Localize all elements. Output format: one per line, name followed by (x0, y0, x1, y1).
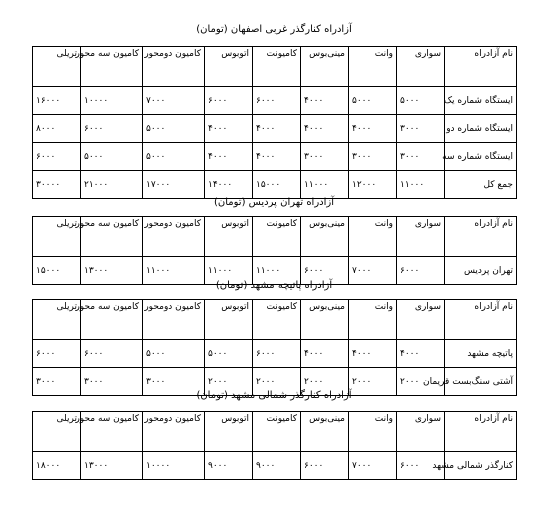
table-header-row (33, 217, 517, 257)
table-row (33, 87, 517, 115)
column-header: کامیونت (253, 217, 301, 257)
column-header: نام آزادراه (445, 217, 517, 257)
table-row (33, 171, 517, 199)
toll-value: ۳۰۰۰ (397, 143, 445, 171)
toll-value: ۴۰۰۰ (253, 143, 301, 171)
toll-value: ۶۰۰۰ (397, 452, 445, 480)
toll-value: ۲۰۰۰ (397, 368, 445, 396)
toll-value: ۱۴۰۰۰ (205, 171, 253, 199)
table-row (33, 143, 517, 171)
column-header: نام آزادراه (445, 412, 517, 452)
toll-value: ۵۰۰۰ (397, 87, 445, 115)
column-header: کامیونت (253, 47, 301, 87)
toll-value: ۱۱۰۰۰ (397, 171, 445, 199)
column-header: نام آزادراه (445, 300, 517, 340)
column-header: کامیون سه محور (81, 47, 143, 87)
station-name: کنارگذر شمالی مشهد (445, 452, 517, 480)
column-header: کامیونت (253, 412, 301, 452)
toll-value: ۱۰۰۰۰ (81, 87, 143, 115)
column-header: اتوبوس (205, 300, 253, 340)
toll-value: ۳۰۰۰ (301, 143, 349, 171)
toll-value: ۱۳۰۰۰ (81, 452, 143, 480)
toll-value: ۴۰۰۰ (253, 115, 301, 143)
toll-value: ۹۰۰۰ (253, 452, 301, 480)
column-header: مینی‌بوس (301, 300, 349, 340)
toll-value: ۲۰۰۰ (301, 368, 349, 396)
toll-value: ۵۰۰۰ (143, 143, 205, 171)
toll-value: ۲۱۰۰۰ (81, 171, 143, 199)
toll-value: ۱۱۰۰۰ (301, 171, 349, 199)
station-name: تهران پردیس (445, 257, 517, 285)
column-header: کامیون دومحور (143, 412, 205, 452)
toll-value: ۴۰۰۰ (205, 115, 253, 143)
station-name: ایستگاه شماره سه (445, 143, 517, 171)
table-header-row (33, 300, 517, 340)
station-name: ایستگاه شماره دو (445, 115, 517, 143)
toll-value: ۶۰۰۰ (301, 257, 349, 285)
toll-value: ۱۱۰۰۰ (205, 257, 253, 285)
table-row (33, 452, 517, 480)
column-header: سواری (397, 217, 445, 257)
toll-value: ۴۰۰۰ (349, 115, 397, 143)
toll-value: ۵۰۰۰ (205, 340, 253, 368)
toll-value: ۳۰۰۰ (143, 368, 205, 396)
column-header: اتوبوس (205, 412, 253, 452)
toll-value: ۶۰۰۰ (253, 87, 301, 115)
column-header: کامیون دومحور (143, 47, 205, 87)
toll-table (32, 299, 517, 396)
column-header: کامیون سه محور (81, 217, 143, 257)
toll-value: ۶۰۰۰ (205, 87, 253, 115)
column-header: سواری (397, 300, 445, 340)
toll-value: ۶۰۰۰ (81, 340, 143, 368)
toll-value: ۶۰۰۰ (81, 115, 143, 143)
column-header: تریلی (33, 47, 81, 87)
toll-value: ۶۰۰۰ (33, 143, 81, 171)
section-title: آزادراه تهران پردیس (تومان) (213, 197, 335, 208)
toll-value: ۳۰۰۰ (81, 368, 143, 396)
toll-value: ۶۰۰۰ (253, 340, 301, 368)
column-header: کامیون سه محور (81, 412, 143, 452)
column-header: سواری (397, 47, 445, 87)
toll-value: ۱۱۰۰۰ (143, 257, 205, 285)
toll-value: ۱۵۰۰۰ (253, 171, 301, 199)
column-header: اتوبوس (205, 217, 253, 257)
toll-value: ۱۷۰۰۰ (143, 171, 205, 199)
column-header: مینی‌بوس (301, 47, 349, 87)
toll-value: ۱۶۰۰۰ (33, 87, 81, 115)
toll-value: ۳۰۰۰ (33, 368, 81, 396)
toll-table (32, 216, 517, 285)
toll-value: ۱۲۰۰۰ (349, 171, 397, 199)
column-header: اتوبوس (205, 47, 253, 87)
toll-value: ۵۰۰۰ (143, 340, 205, 368)
toll-value: ۲۰۰۰ (205, 368, 253, 396)
toll-value: ۸۰۰۰ (33, 115, 81, 143)
toll-value: ۲۰۰۰ (253, 368, 301, 396)
toll-value: ۴۰۰۰ (397, 340, 445, 368)
column-header: مینی‌بوس (301, 412, 349, 452)
toll-value: ۱۵۰۰۰ (33, 257, 81, 285)
toll-value: ۱۰۰۰۰ (143, 452, 205, 480)
toll-value: ۱۸۰۰۰ (33, 452, 81, 480)
toll-value: ۳۰۰۰ (349, 143, 397, 171)
toll-value: ۵۰۰۰ (349, 87, 397, 115)
column-header: تریلی (33, 217, 81, 257)
column-header: وانت (349, 217, 397, 257)
toll-value: ۱۳۰۰۰ (81, 257, 143, 285)
table-row (33, 340, 517, 368)
toll-value: ۴۰۰۰ (205, 143, 253, 171)
column-header: کامیون سه محور (81, 300, 143, 340)
toll-table (32, 46, 517, 199)
toll-value: ۵۰۰۰ (143, 115, 205, 143)
toll-table (32, 411, 517, 480)
column-header: وانت (349, 300, 397, 340)
toll-value: ۶۰۰۰ (301, 452, 349, 480)
table-header-row (33, 412, 517, 452)
column-header: تریلی (33, 412, 81, 452)
toll-value: ۲۰۰۰ (349, 368, 397, 396)
toll-value: ۷۰۰۰ (349, 452, 397, 480)
column-header: نام آزادراه (445, 47, 517, 87)
toll-value: ۴۰۰۰ (301, 87, 349, 115)
column-header: کامیون دومحور (143, 217, 205, 257)
toll-value: ۴۰۰۰ (301, 115, 349, 143)
station-name: آشتی سنگ‌بست قریمان (445, 368, 517, 396)
total-label: جمع کل (445, 171, 517, 199)
toll-value: ۹۰۰۰ (205, 452, 253, 480)
section-title: آزادراه کنارگذر شمالی مشهد (تومان) (196, 390, 352, 401)
table-row (33, 115, 517, 143)
column-header: کامیونت (253, 300, 301, 340)
column-header: وانت (349, 47, 397, 87)
column-header: مینی‌بوس (301, 217, 349, 257)
toll-value: ۱۱۰۰۰ (253, 257, 301, 285)
toll-value: ۳۰۰۰ (397, 115, 445, 143)
station-name: پاتیچه مشهد (445, 340, 517, 368)
toll-value: ۳۰۰۰۰ (33, 171, 81, 199)
section-title: آزادراه کنارگذر غربی اصفهان (تومان) (196, 24, 352, 35)
column-header: سواری (397, 412, 445, 452)
toll-value: ۴۰۰۰ (349, 340, 397, 368)
toll-value: ۶۰۰۰ (397, 257, 445, 285)
toll-value: ۷۰۰۰ (143, 87, 205, 115)
toll-value: ۴۰۰۰ (301, 340, 349, 368)
section-title: آزادراه پاتیچه مشهد (تومان) (215, 280, 333, 291)
column-header: تریلی (33, 300, 81, 340)
toll-value: ۶۰۰۰ (33, 340, 81, 368)
toll-value: ۷۰۰۰ (349, 257, 397, 285)
table-header-row (33, 47, 517, 87)
toll-value: ۵۰۰۰ (81, 143, 143, 171)
station-name: ایستگاه شماره یک (445, 87, 517, 115)
column-header: کامیون دومحور (143, 300, 205, 340)
column-header: وانت (349, 412, 397, 452)
